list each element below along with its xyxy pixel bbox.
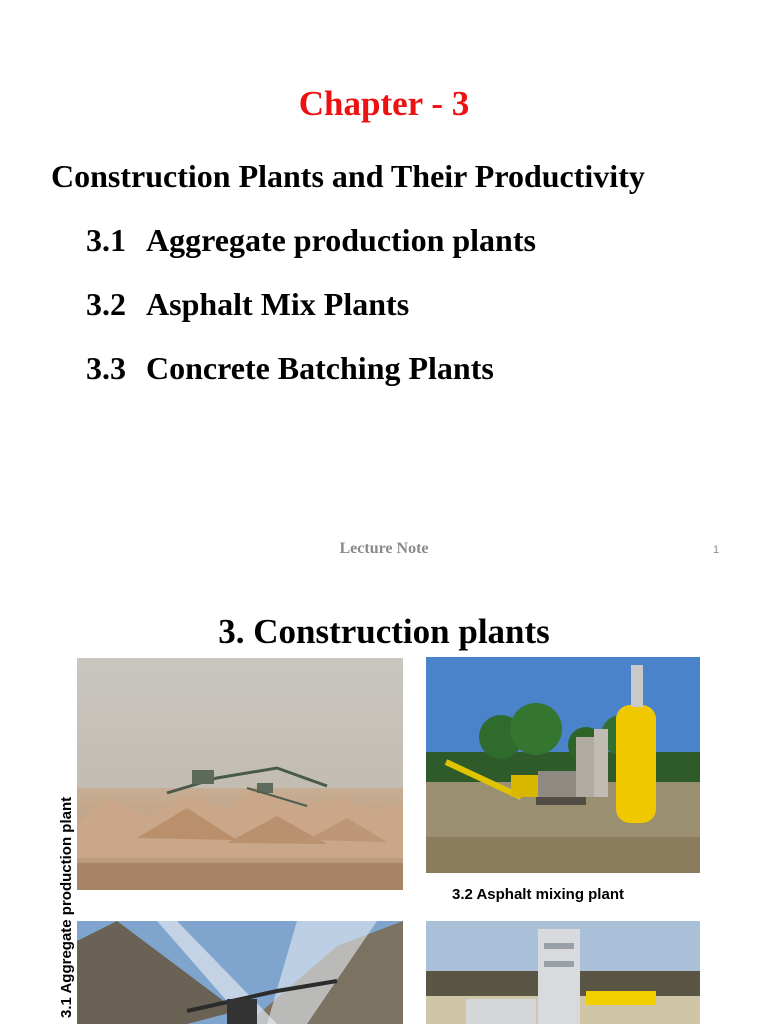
toc-label: Asphalt Mix Plants [146,286,410,322]
caption-aggregate-production-plant: 3.1 Aggregate production plant [58,796,75,1018]
toc-item-aggregate [86,222,536,259]
caption-asphalt-mixing-plant: 3.2 Asphalt mixing plant [452,886,624,903]
toc-label: Concrete Batching Plants [146,350,494,386]
toc-item-concrete [86,350,494,387]
toc-item-asphalt [86,286,409,323]
asphalt-plant-photo [426,657,700,873]
main-heading: Construction Plants and Their Productivity [51,158,645,194]
concrete-batching-plant-photo [426,921,700,1024]
quarry-crusher-photo [77,921,403,1024]
aggregate-plant-photo [77,658,403,890]
toc-label: Aggregate production plants [146,222,536,258]
toc-number: 3.3 [86,350,126,386]
toc-number: 3.2 [86,286,126,322]
page-number: 1 [713,544,720,556]
slide-2 [0,576,768,1024]
footer-lecture-note: Lecture Note [339,540,429,557]
toc-number: 3.1 [86,222,126,258]
chapter-title: Chapter - 3 [298,84,470,123]
slide-2-title: 3. Construction plants [218,612,550,651]
